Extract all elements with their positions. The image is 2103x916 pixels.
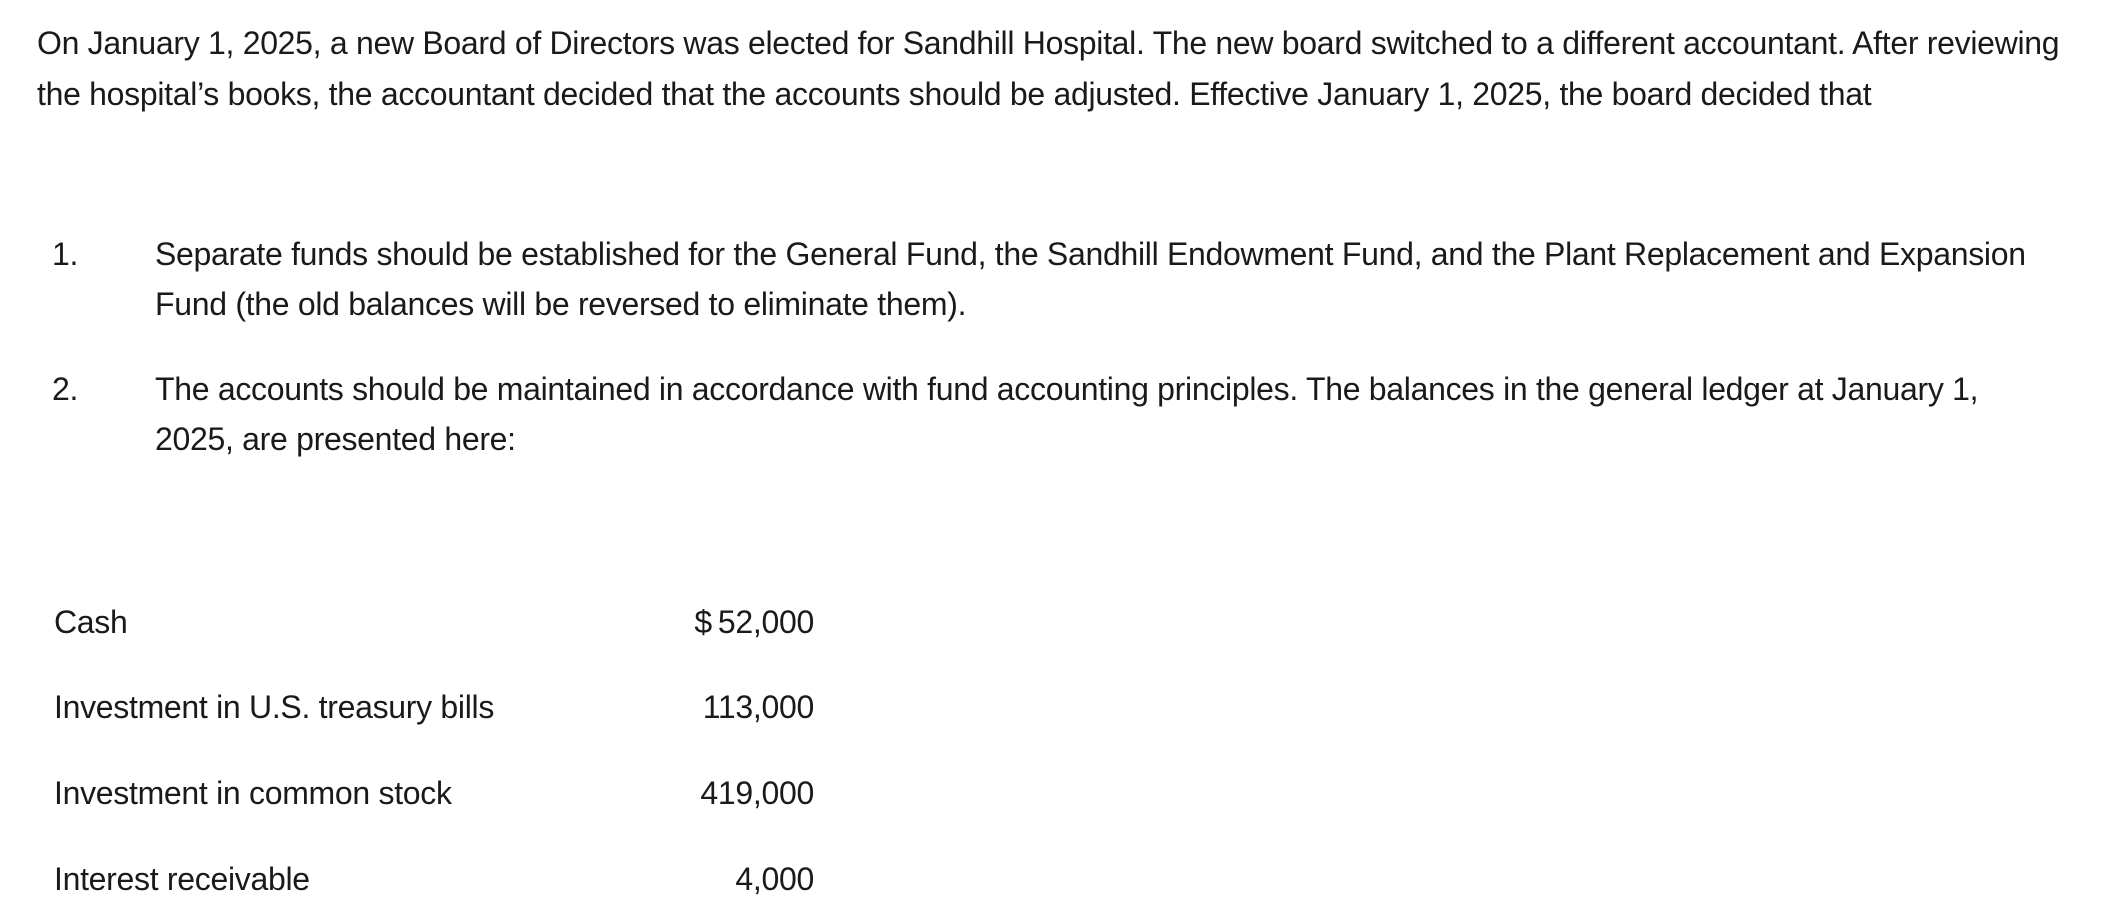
ledger-amount-value: 113,000 [702, 689, 814, 725]
list-item-text: Separate funds should be established for the General Fund, the Sandhill Endowment Fund, and the Plant Replacement and Expansion Fund (the old balances will be reversed to eliminate them). [155, 236, 2026, 322]
ledger-account-label: Interest receivable [54, 861, 310, 897]
ledger-row [54, 768, 814, 818]
ledger-amount-value: 419,000 [700, 775, 814, 811]
ledger-row [54, 854, 814, 904]
list-item-number: 1. [52, 236, 79, 272]
list-item-text: The accounts should be maintained in accordance with fund accounting principles. The balances in the general ledger at January 1, 2025, are presented here: [155, 371, 1979, 457]
ledger-row [54, 682, 814, 732]
ledger-amount [703, 682, 814, 732]
list-item-number: 2. [52, 371, 79, 407]
ledger-amount [694, 597, 814, 647]
intro-paragraph: On January 1, 2025, a new Board of Directors was elected for Sandhill Hospital. The new board switched to a different accountant. After reviewing the hospital’s books, the accountant decided that the accounts should be adjusted. Effective January 1, 2025, the board decided that [37, 25, 2060, 112]
ledger-account-label: Cash [54, 604, 128, 640]
list-item [0, 364, 2063, 464]
ledger-amount [700, 768, 814, 818]
ledger-amount [735, 854, 814, 904]
ledger-amount-value: 52,000 [717, 604, 814, 640]
ledger-row [54, 597, 814, 647]
ledger-amount-value: 4,000 [735, 861, 814, 897]
ledger-account-label: Investment in U.S. treasury bills [54, 689, 495, 725]
list-item [0, 229, 2063, 329]
ledger-account-label: Investment in common stock [54, 775, 452, 811]
currency-symbol: $ [694, 604, 712, 640]
